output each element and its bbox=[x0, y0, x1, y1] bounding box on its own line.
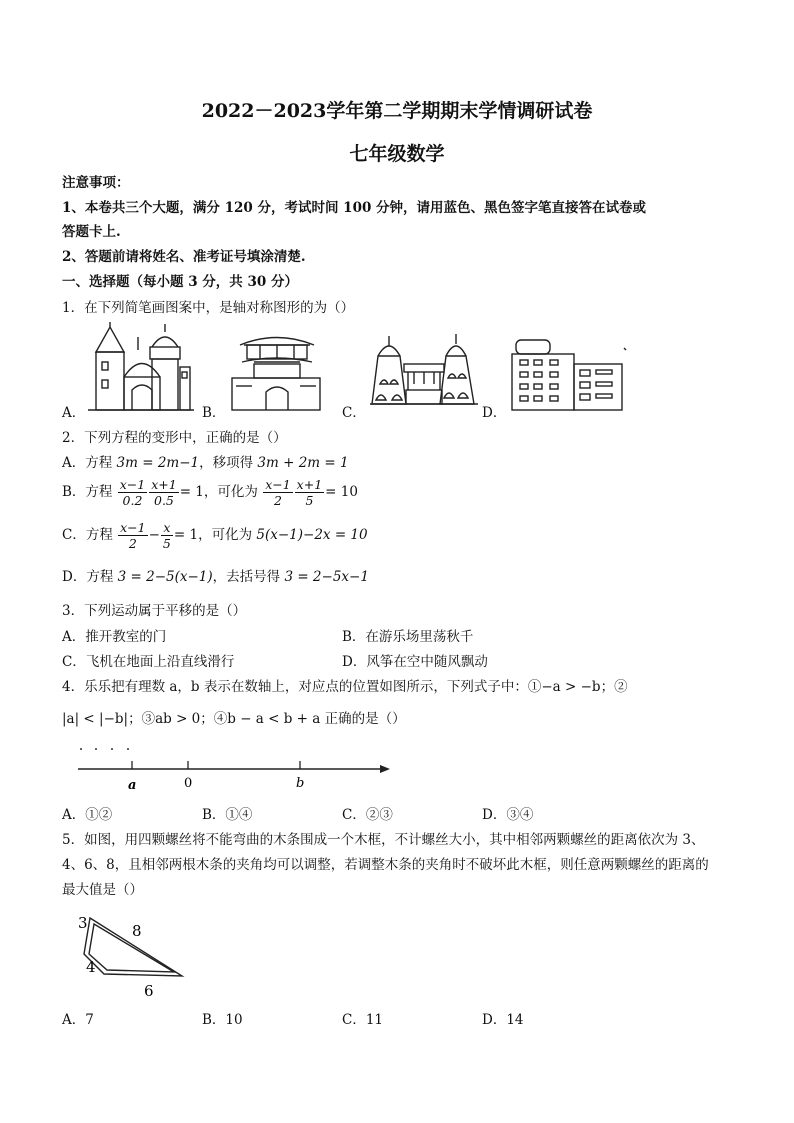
q4-stem-line2: |a| < |−b|；③ab > 0；④b − a < b + a 正确的是（） bbox=[62, 711, 406, 727]
axis-label-b: b bbox=[296, 776, 305, 791]
q2-a-middle: ，移项得 bbox=[199, 455, 258, 471]
q5-option-a[interactable]: A．7 bbox=[62, 1012, 94, 1028]
q2-c-frac2: $\frac{x}{5}$ bbox=[162, 520, 171, 551]
fortress-figure-c bbox=[370, 334, 480, 408]
q2-d-equation: 3 = 2−5(x−1) bbox=[117, 569, 213, 585]
q2-option-c[interactable] bbox=[62, 520, 368, 551]
frame-label-6: 6 bbox=[144, 982, 154, 1000]
q2-c-prefix: C．方程 bbox=[62, 527, 118, 543]
q4-option-b[interactable]: B．①④ bbox=[202, 807, 253, 823]
decorative-dots bbox=[80, 748, 129, 750]
frame-label-8: 8 bbox=[132, 922, 142, 940]
q3-option-b[interactable]: B．在游乐场里荡秋千 bbox=[342, 629, 474, 645]
q2-b-frac2: $\frac{x+1}{0.5}$ bbox=[151, 477, 177, 508]
q4-stem-line1: 4．乐乐把有理数 a，b 表示在数轴上，对应点的位置如图所示，下列式子中：①−a > −b；② bbox=[62, 679, 628, 695]
q1-option-d[interactable]: D． bbox=[482, 405, 507, 421]
q2-a-result: 3m + 2m = 1 bbox=[257, 455, 349, 471]
q2-c-result: 5(x−1)−2x = 10 bbox=[256, 527, 368, 543]
frame-label-4: 4 bbox=[86, 958, 96, 976]
q1-stem: 1．在下列简笔画图案中，是轴对称图形的为（） bbox=[62, 300, 355, 316]
notes-heading: 注意事项： bbox=[62, 175, 130, 191]
gate-figure-b bbox=[232, 330, 322, 412]
q2-a-prefix: A．方程 bbox=[62, 455, 117, 471]
q2-b-middle: ，可化为 bbox=[203, 484, 263, 500]
q2-b-frac4: $\frac{x+1}{5}$ bbox=[296, 477, 323, 508]
q2-a-equation: 3m = 2m−1 bbox=[116, 455, 200, 471]
q1-option-a[interactable]: A． bbox=[62, 405, 86, 421]
q2-d-middle: ，去括号得 bbox=[212, 569, 285, 585]
exam-subtitle: 七年级数学 bbox=[349, 143, 445, 165]
castle-figure-a bbox=[88, 322, 198, 412]
q5-stem-line3: 最大值是（） bbox=[62, 882, 143, 898]
q2-b-eq1: = 1 bbox=[179, 484, 204, 500]
axis-label-0: 0 bbox=[184, 776, 193, 791]
q5-stem-line2: 4、6、8，且相邻两根木条的夹角均可以调整，若调整木条的夹角时不破坏此木框，则任意两颗螺丝的距离的 bbox=[62, 857, 709, 873]
q2-option-d[interactable] bbox=[62, 567, 369, 587]
q2-option-a[interactable] bbox=[62, 453, 349, 473]
q2-c-minus: − bbox=[148, 527, 160, 543]
q5-option-b[interactable]: B．10 bbox=[202, 1012, 243, 1028]
q4-option-c[interactable]: C．②③ bbox=[342, 807, 393, 823]
q5-option-d[interactable]: D．14 bbox=[482, 1012, 524, 1028]
q1-option-b[interactable]: B． bbox=[202, 405, 226, 421]
number-line-figure bbox=[74, 745, 394, 793]
q5-option-c[interactable]: C．11 bbox=[342, 1012, 384, 1028]
q2-stem: 2．下列方程的变形中，正确的是（） bbox=[62, 430, 287, 446]
q4-option-a[interactable]: A．①② bbox=[62, 807, 113, 823]
q2-b-prefix: B．方程 bbox=[62, 484, 117, 500]
section1-heading: 一、选择题（每小题 3 分，共 30 分） bbox=[62, 274, 298, 290]
notes-item2: 2、答题前请将姓名、准考证号填涂清楚. bbox=[62, 249, 306, 265]
q2-d-prefix: D．方程 bbox=[62, 569, 118, 585]
q2-b-frac1: $\frac{x-1}{0.2}$ bbox=[119, 477, 146, 508]
q2-c-middle: ，可化为 bbox=[198, 527, 257, 543]
q3-option-c[interactable]: C．飞机在地面上沿直线滑行 bbox=[62, 654, 235, 670]
notes-item1-line1: 1、本卷共三个大题，满分 120 分，考试时间 100 分钟，请用蓝色、黑色签字笔直接答在试卷或 bbox=[62, 200, 647, 216]
wooden-frame-figure bbox=[74, 910, 194, 1002]
q2-c-eq1: = 1 bbox=[173, 527, 199, 543]
q5-stem-line1: 5．如图，用四颗螺丝将不能弯曲的木条围成一个木框，不计螺丝大小，其中相邻两颗螺丝的距离依次为 3、 bbox=[62, 832, 705, 848]
q2-b-eq2: = 10 bbox=[325, 484, 358, 500]
notes-item1-line2: 答题卡上. bbox=[62, 224, 121, 240]
number-line-arrow bbox=[380, 765, 390, 773]
q3-stem: 3．下列运动属于平移的是（） bbox=[62, 603, 247, 619]
frame-label-3: 3 bbox=[78, 914, 88, 932]
q2-d-result: 3 = 2−5x−1 bbox=[284, 569, 369, 585]
building-figure-d bbox=[510, 338, 630, 412]
q2-option-b[interactable] bbox=[62, 477, 358, 508]
exam-title: 2022－2023学年第二学期期末学情调研试卷 bbox=[201, 100, 593, 122]
q2-c-frac1: $\frac{x-1}{2}$ bbox=[120, 520, 146, 551]
q2-b-frac3: $\frac{x-1}{2}$ bbox=[265, 477, 291, 508]
q3-option-a[interactable]: A．推开教室的门 bbox=[62, 629, 167, 645]
axis-label-a: a bbox=[128, 778, 137, 793]
q3-option-d[interactable]: D．风筝在空中随风飘动 bbox=[342, 654, 488, 670]
q1-option-c[interactable]: C． bbox=[342, 405, 366, 421]
q4-option-d[interactable]: D．③④ bbox=[482, 807, 534, 823]
